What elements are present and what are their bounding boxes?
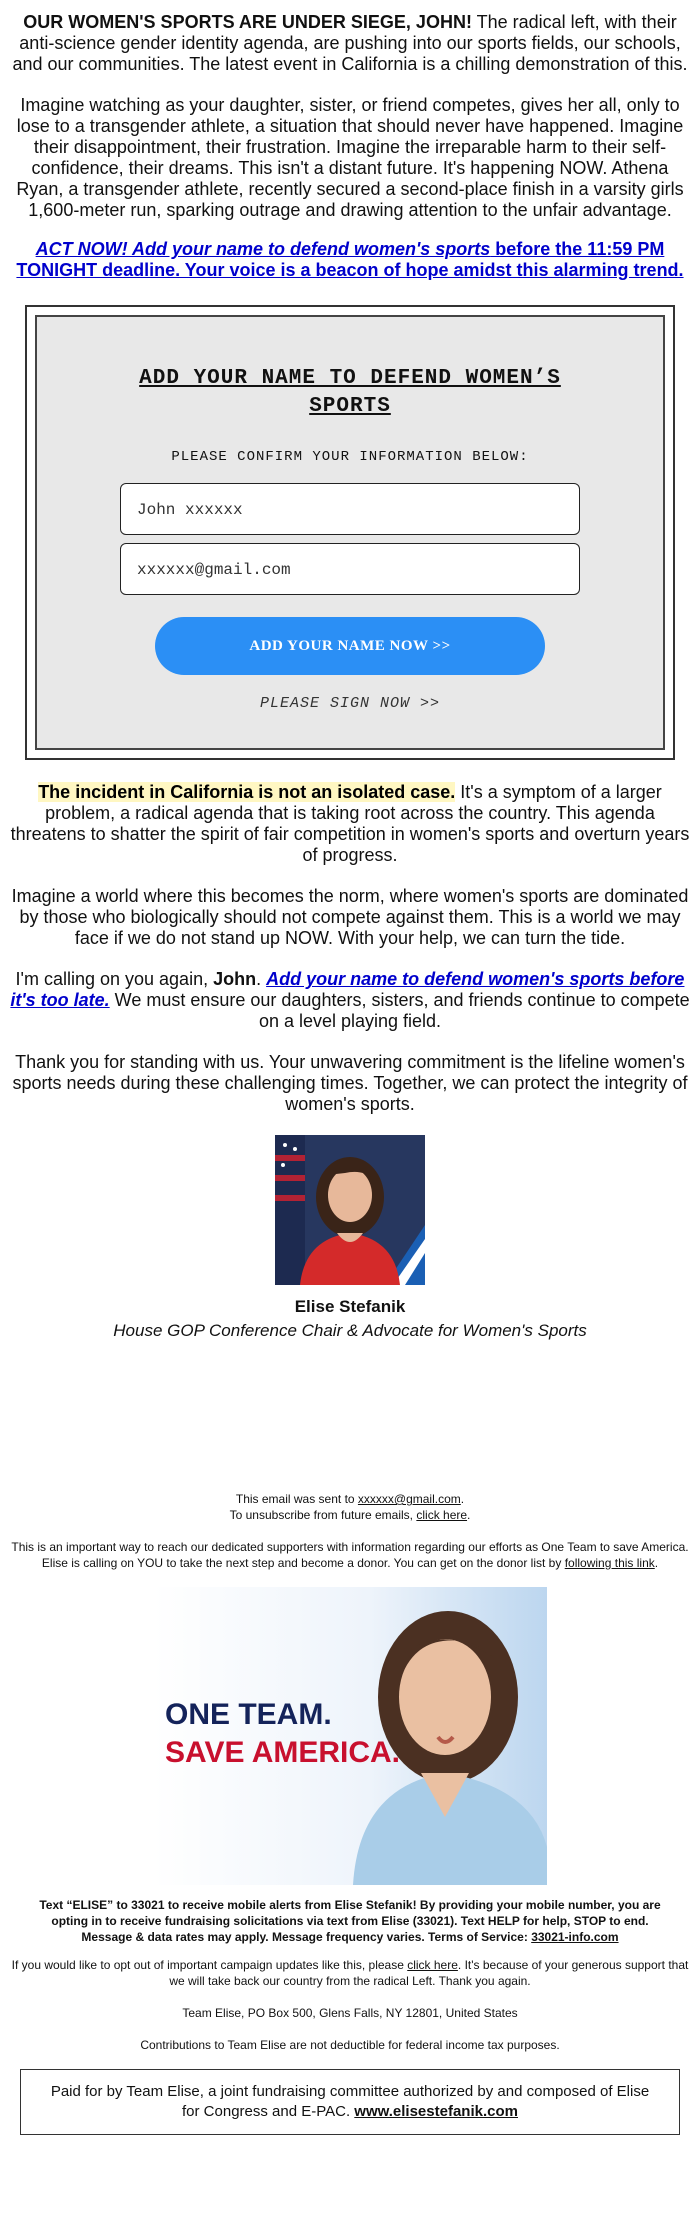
body-text-5c: We must ensure our daughters, sisters, and friends continue to compete on a level playing field. [109,990,690,1031]
website-link[interactable]: www.elisestefanik.com [354,2103,518,2120]
footer [10,1491,690,2135]
intro-text: The radical left, with their anti-science gender identity agenda, are pushing into our sports fields, our schools, and our communities. The latest event in California is a chilling demonstration of this. [12,12,688,74]
sms-disclaimer [30,1897,670,1945]
optout-link[interactable]: click here [407,1958,458,1972]
footer-sent-to [10,1491,690,1523]
petition-form-frame [25,305,675,760]
body-text-5a: I'm calling on you again, [15,969,214,989]
cta-line [10,239,690,281]
intro-paragraph-1 [10,12,690,75]
paid-for-text: Paid for by Team Elise, a joint fundraising committee authorized by and composed of Elise for Congress and E-PAC. [50,2083,650,2120]
body-paragraph-4: Imagine a world where this becomes the norm, where women's sports are dominated by those who biologically should not compete against them. This is a world we may face if we do not stand up NOW. With your help, we can turn the tide. [11,886,689,948]
body-paragraph-5 [10,969,690,1032]
body-text-5b: . [256,969,267,989]
recipient-name: John [213,969,257,989]
cta-link[interactable] [16,239,683,280]
cta-link-rest: before the 11:59 PM TONIGHT deadline. Your voice is a beacon of hope amidst this alarming trend. [16,239,684,280]
banner-line-1: ONE TEAM. [165,1698,332,1731]
footer-donor-note [10,1539,690,1571]
sent-to-text: This email was sent to [235,1492,358,1506]
unsubscribe-suffix: . [467,1508,471,1522]
one-team-banner[interactable] [153,1587,547,1885]
signer-title: House GOP Conference Chair & Advocate for Women's Sports [113,1321,587,1340]
sms-text: Text “ELISE” to 33021 to receive mobile alerts from Elise Stefanik! By providing your mobile number, you are opting in to receive fundraising solicitations via text from Elise (33021). Text HELP for help, STOP to end. Message & data rates may apply. Message frequency varies. Terms of Service: [39,1898,661,1944]
email-field[interactable]: xxxxxx@gmail.com [120,543,580,595]
add-your-name-button[interactable]: ADD YOUR NAME NOW >> [155,617,545,675]
cta-link-italic: ACT NOW! Add your name to defend women's sports [35,239,491,259]
portrait-illustration [275,1135,425,1285]
signer-name: Elise Stefanik [294,1297,406,1316]
unsubscribe-text: To unsubscribe from future emails, [229,1508,417,1522]
body-paragraph-6: Thank you for standing with us. Your unwavering commitment is the lifeline women's sports needs during these challenging times. Together, we can protect the integrity of women's sports. [12,1052,688,1114]
paid-for-box [20,2069,680,2135]
body-text-3: It's a symptom of a larger problem, a radical agenda that is taking root across the country. This agenda threatens to shatter the spirit of fair competition in women's sports and overturn years of progress. [10,782,690,865]
add-name-inline-link-text: Add your name to defend women's sports before it's too late. [10,969,685,1010]
donor-suffix: . [654,1556,659,1570]
highlight-text: The incident in California is not an isolated case. [38,782,456,802]
banner-line-2: SAVE AMERICA. [165,1736,401,1769]
footer-address: Team Elise, PO Box 500, Glens Falls, NY 12801, United States [182,2006,518,2020]
footer-optout [10,1957,690,1989]
unsubscribe-link[interactable]: click here [416,1508,468,1522]
email-body [10,0,690,2135]
form-subtitle: PLEASE CONFIRM YOUR INFORMATION BELOW: [171,449,529,465]
portrait-photo [275,1135,425,1285]
donor-text: This is an important way to reach our dedicated supporters with information regarding our efforts as One Team to save America. Elise is calling on YOU to take the next step and become a donor. You can get on the donor list by [11,1540,689,1570]
recipient-email-link[interactable]: xxxxxx@gmail.com [357,1492,461,1506]
petition-form [35,315,665,750]
donor-list-link[interactable]: following this link [564,1556,655,1570]
sms-terms-link[interactable]: 33021-info.com [531,1930,619,1944]
sent-to-suffix: . [460,1492,465,1506]
optout-text: If you would like to opt out of important campaign updates like this, please [11,1958,408,1972]
name-field[interactable]: John xxxxxx [120,483,580,535]
body-paragraph-3 [10,782,690,866]
form-title: ADD YOUR NAME TO DEFEND WOMEN’S SPORTS [139,367,561,418]
intro-paragraph-2: Imagine watching as your daughter, sister, or friend competes, gives her all, only to lose to a transgender athlete, a situation that should never have happened. Imagine their disappointment, their frustration. Imagine the irreparable harm to their self-confidence, their dreams. This isn't a distant future. It's happening NOW. Athena Ryan, a transgender athlete, recently secured a second-place finish in a varsity girls 1,600-meter run, sparking outrage and drawing attention to the unfair advantage. [16,95,684,220]
headline: OUR WOMEN'S SPORTS ARE UNDER SIEGE, JOHN! [23,12,472,32]
footer-tax-note: Contributions to Team Elise are not deductible for federal income tax purposes. [140,2038,560,2052]
sign-now-link[interactable]: PLEASE SIGN NOW >> [259,695,441,712]
optout-suffix: . It's because of your generous support that we will take back our country from the radical Left. Thank you again. [169,1958,689,1988]
spacer [10,1341,690,1491]
